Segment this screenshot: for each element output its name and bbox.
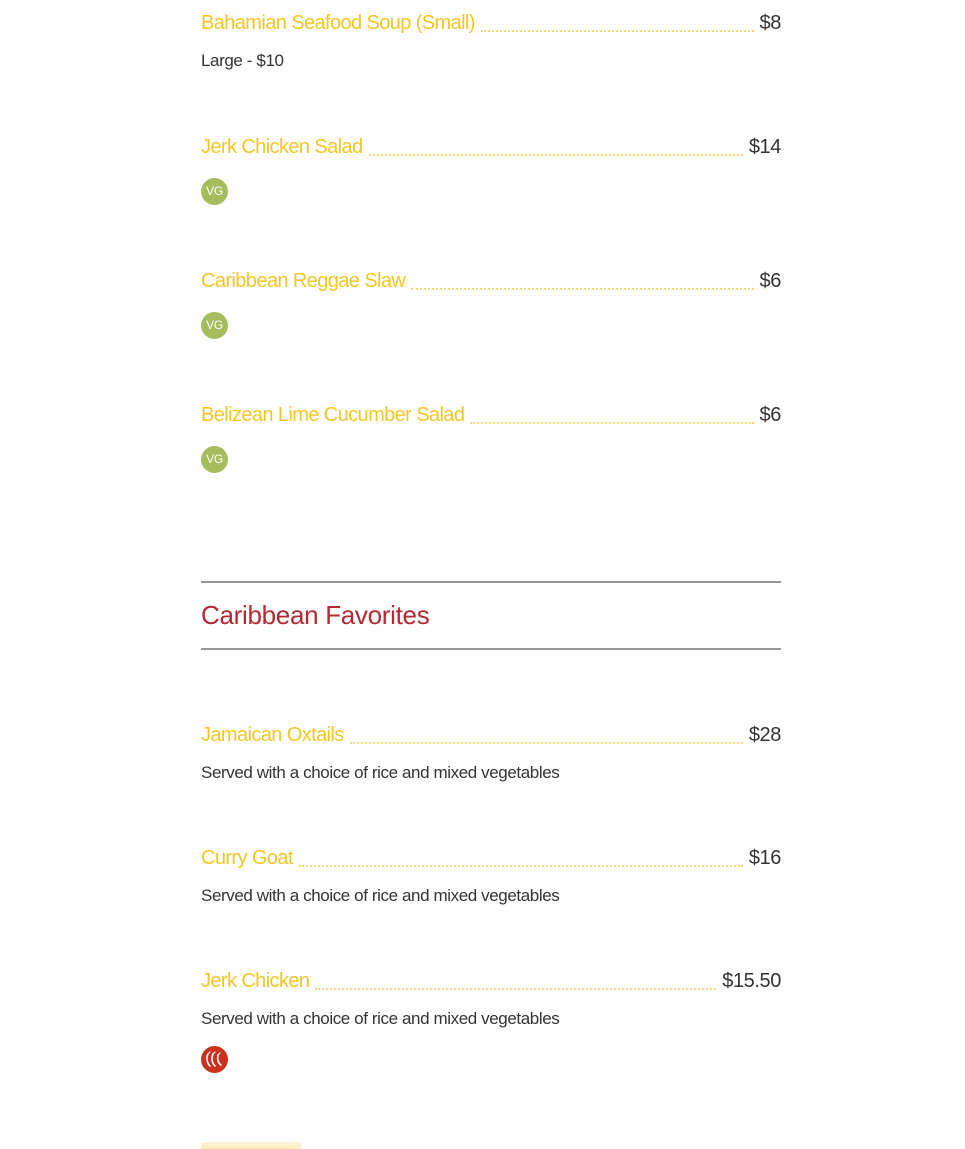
menu-item-description: Served with a choice of rice and mixed vegetables xyxy=(201,886,560,905)
menu-item-row xyxy=(201,132,781,162)
vegan-badge-icon: VG xyxy=(201,446,228,473)
dotted-leader xyxy=(299,864,743,867)
dotted-leader xyxy=(350,741,743,744)
menu-item xyxy=(201,720,781,785)
next-menu-item-partial xyxy=(201,1138,781,1149)
dotted-leader xyxy=(481,29,754,32)
menu-item-name: Bahamian Seafood Soup (Small) xyxy=(201,8,481,38)
vegan-badge-icon: VG xyxy=(201,312,228,339)
dotted-leader xyxy=(470,421,753,424)
menu-item xyxy=(201,266,781,339)
menu-item-name: Jamaican Oxtails xyxy=(201,720,350,750)
menu-item-name: Caribbean Reggae Slaw xyxy=(201,266,411,296)
menu-item-name: Belizean Lime Cucumber Salad xyxy=(201,400,470,430)
menu-item-price: $16 xyxy=(743,843,781,873)
menu-item xyxy=(201,843,781,908)
menu-item-price: $15.50 xyxy=(716,966,781,996)
menu-item-row xyxy=(201,720,781,750)
vegan-badge-icon: VG xyxy=(201,178,228,205)
menu-item-price: $8 xyxy=(754,8,781,38)
menu-item-row xyxy=(201,400,781,430)
dotted-leader xyxy=(411,287,753,290)
menu-item xyxy=(201,8,781,73)
menu-item-price: $6 xyxy=(754,400,781,430)
menu-item-description: Large - $10 xyxy=(201,51,284,70)
menu-item-name: Jerk Chicken xyxy=(201,966,315,996)
menu-item-name: Jerk Chicken Salad xyxy=(201,132,369,162)
partial-item-name xyxy=(201,1142,301,1149)
menu-item-row xyxy=(201,266,781,296)
menu-item-price: $6 xyxy=(754,266,781,296)
dotted-leader xyxy=(369,153,743,156)
menu-item xyxy=(201,132,781,205)
menu-item-row xyxy=(201,8,781,38)
menu-item-row xyxy=(201,966,781,996)
menu-item-name: Curry Goat xyxy=(201,843,299,873)
menu-item xyxy=(201,966,781,1078)
menu-item-description: Served with a choice of rice and mixed vegetables xyxy=(201,1009,560,1028)
menu-item-row xyxy=(201,843,781,873)
menu-item-price: $14 xyxy=(743,132,781,162)
menu-item-description: Served with a choice of rice and mixed vegetables xyxy=(201,763,560,782)
menu-item xyxy=(201,400,781,473)
dotted-leader xyxy=(315,987,716,990)
section-title: Caribbean Favorites xyxy=(201,600,430,630)
spicy-pepper-icon xyxy=(201,1046,228,1073)
section-header xyxy=(201,581,781,650)
pepper-glyph-icon xyxy=(201,1046,228,1073)
menu-item-price: $28 xyxy=(743,720,781,750)
